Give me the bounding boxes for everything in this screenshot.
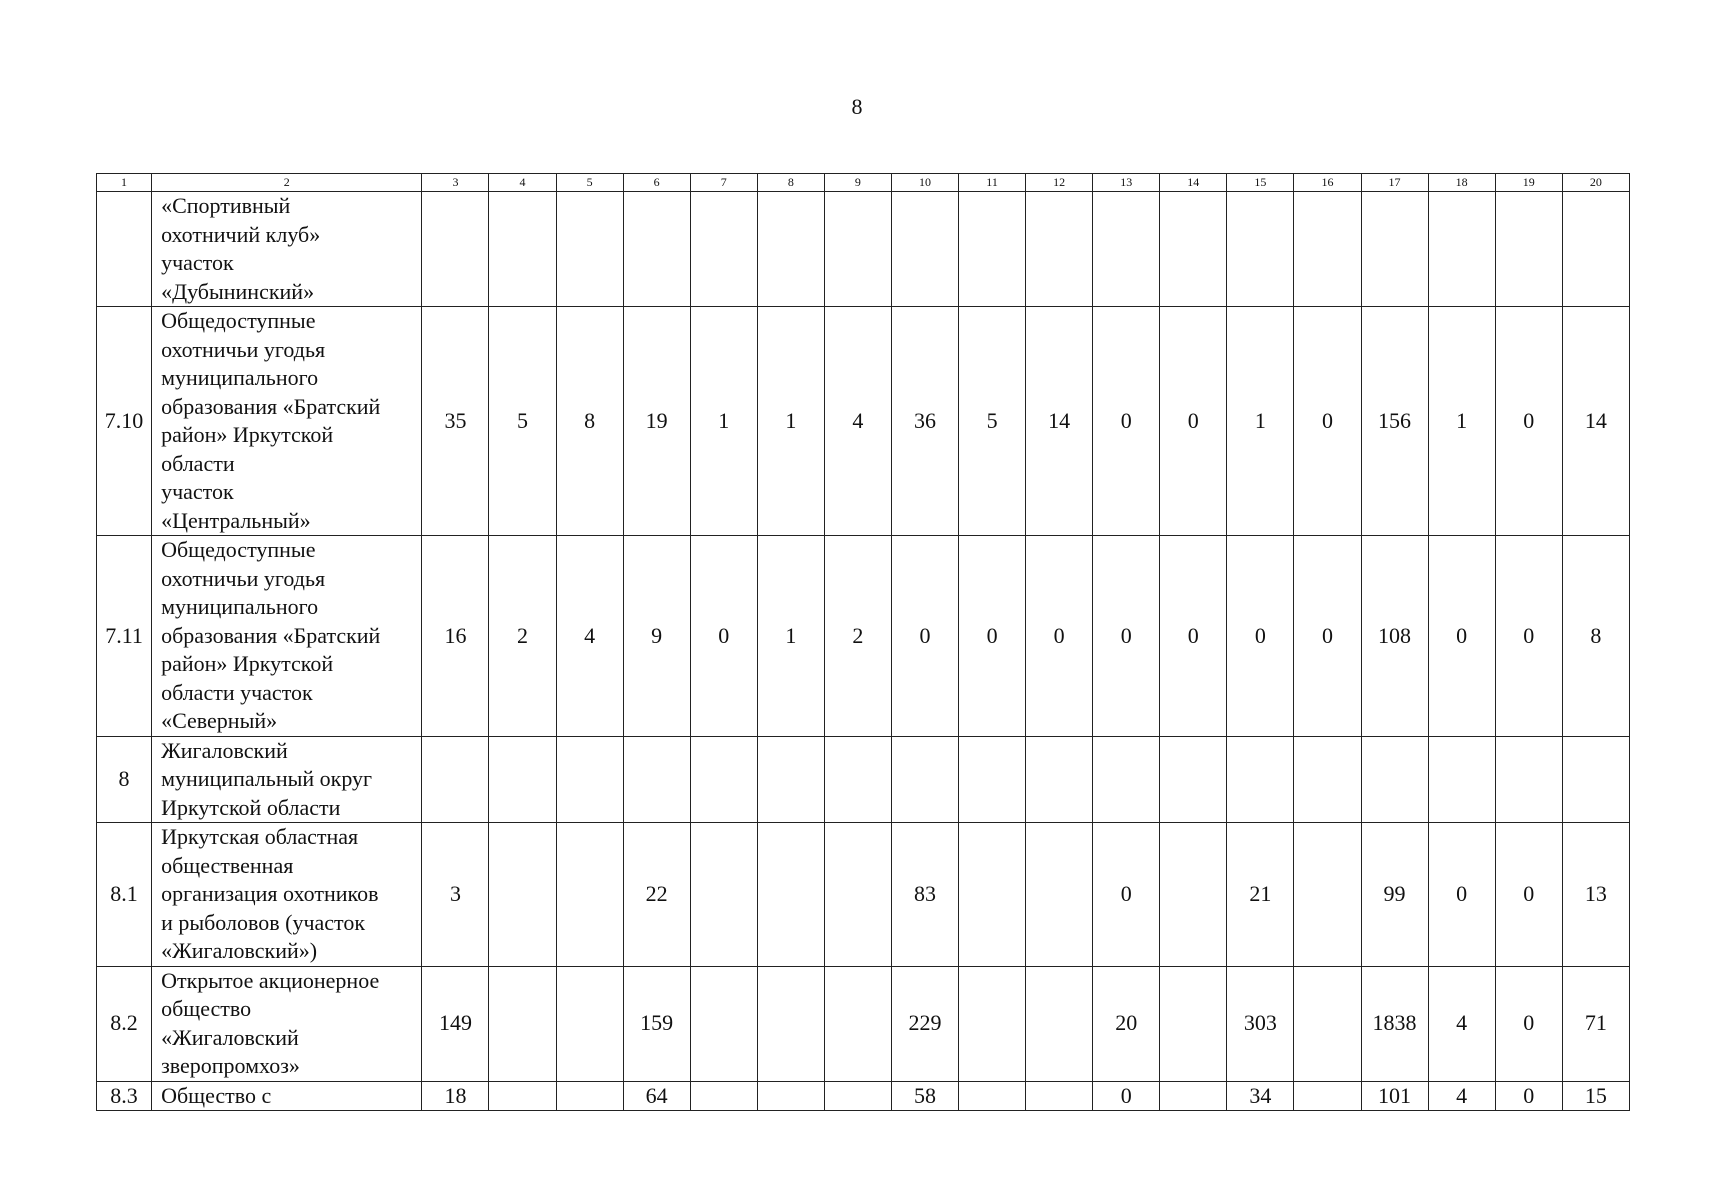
row-name-cell [152, 1081, 422, 1110]
value-cell [824, 1081, 891, 1110]
row-name-line: участок [161, 250, 234, 275]
value-cell [757, 736, 824, 823]
value-cell [757, 192, 824, 307]
column-number-cell: 7 [690, 174, 757, 192]
value-cell [959, 966, 1026, 1081]
column-number-cell: 11 [959, 174, 1026, 192]
row-name-line: Открытое акционерное [161, 967, 380, 993]
row-name-line: Иркутской области [161, 794, 341, 820]
value-cell: 5 [959, 307, 1026, 536]
row-name-line: участок [161, 479, 234, 504]
value-cell: 36 [891, 307, 958, 536]
value-cell: 71 [1562, 966, 1629, 1081]
value-cell: 15 [1562, 1081, 1629, 1110]
row-name-line: организация охотников [161, 881, 379, 906]
value-cell: 0 [1227, 536, 1294, 737]
value-cell [1026, 1081, 1093, 1110]
value-cell: 0 [1495, 966, 1562, 1081]
row-name-line: район» Иркутской [161, 651, 334, 676]
value-cell [891, 192, 958, 307]
column-number-row [97, 174, 1630, 192]
row-name-line: «Жигаловский») [161, 938, 318, 963]
table-row [97, 536, 1630, 737]
value-cell: 0 [1093, 1081, 1160, 1110]
value-cell: 0 [1026, 536, 1093, 737]
value-cell: 0 [1093, 536, 1160, 737]
column-number-cell: 14 [1160, 174, 1227, 192]
value-cell: 21 [1227, 823, 1294, 967]
row-name-line: Общество с [161, 1082, 272, 1108]
table-row [97, 307, 1630, 536]
value-cell [690, 192, 757, 307]
column-number-cell: 20 [1562, 174, 1629, 192]
value-cell: 0 [1294, 307, 1361, 536]
value-cell: 3 [422, 823, 489, 967]
value-cell [1562, 736, 1629, 823]
value-cell [1294, 1081, 1361, 1110]
row-id-cell [97, 192, 152, 307]
value-cell: 1 [757, 307, 824, 536]
row-id-cell: 8.2 [97, 966, 152, 1081]
value-cell [556, 966, 623, 1081]
column-number-cell: 9 [824, 174, 891, 192]
row-name-line: образования «Братский [161, 622, 381, 648]
row-name-line: Иркутская областная [161, 824, 359, 849]
row-name-line: «Жигаловский [161, 1024, 299, 1050]
column-number-cell: 16 [1294, 174, 1361, 192]
table-row [97, 1081, 1630, 1110]
value-cell [1026, 966, 1093, 1081]
value-cell: 108 [1361, 536, 1428, 737]
value-cell [1093, 736, 1160, 823]
value-cell [959, 823, 1026, 967]
value-cell [757, 1081, 824, 1110]
value-cell: 0 [1428, 823, 1495, 967]
column-number-cell: 13 [1093, 174, 1160, 192]
value-cell: 0 [1428, 536, 1495, 737]
value-cell: 18 [422, 1081, 489, 1110]
row-name-line: муниципальный округ [161, 766, 373, 791]
row-name-line: Общедоступные [161, 308, 316, 333]
value-cell: 64 [623, 1081, 690, 1110]
value-cell: 156 [1361, 307, 1428, 536]
value-cell: 8 [556, 307, 623, 536]
value-cell: 1 [690, 307, 757, 536]
row-id-cell: 7.11 [97, 536, 152, 737]
value-cell: 8 [1562, 536, 1629, 737]
value-cell: 0 [1294, 536, 1361, 737]
value-cell: 2 [489, 536, 556, 737]
value-cell [690, 966, 757, 1081]
column-number-cell: 1 [97, 174, 152, 192]
value-cell [1026, 736, 1093, 823]
column-number-cell: 12 [1026, 174, 1093, 192]
value-cell [1294, 966, 1361, 1081]
value-cell [556, 823, 623, 967]
value-cell: 1838 [1361, 966, 1428, 1081]
value-cell [1361, 192, 1428, 307]
value-cell: 1 [1227, 307, 1294, 536]
value-cell [1294, 192, 1361, 307]
value-cell [489, 736, 556, 823]
row-name-line: Жигаловский [161, 737, 288, 763]
value-cell: 0 [1160, 536, 1227, 737]
value-cell [690, 823, 757, 967]
value-cell [556, 736, 623, 823]
table-row [97, 736, 1630, 823]
value-cell [1160, 736, 1227, 823]
value-cell: 4 [824, 307, 891, 536]
value-cell [1227, 736, 1294, 823]
row-name-line: охотничьи угодья [161, 336, 326, 362]
value-cell: 99 [1361, 823, 1428, 967]
value-cell [1428, 736, 1495, 823]
value-cell [422, 192, 489, 307]
value-cell: 58 [891, 1081, 958, 1110]
value-cell [1361, 736, 1428, 823]
data-table [96, 173, 1630, 1111]
row-name-line: области [161, 450, 235, 476]
table-row [97, 823, 1630, 967]
value-cell: 22 [623, 823, 690, 967]
value-cell: 83 [891, 823, 958, 967]
value-cell: 9 [623, 536, 690, 737]
value-cell [824, 192, 891, 307]
table-row [97, 966, 1630, 1081]
row-name-line: район» Иркутской [161, 422, 334, 447]
value-cell: 16 [422, 536, 489, 737]
row-id-cell: 8.3 [97, 1081, 152, 1110]
value-cell: 35 [422, 307, 489, 536]
value-cell: 149 [422, 966, 489, 1081]
row-name-line: муниципального [161, 365, 319, 390]
page-number: 8 [851, 94, 863, 119]
value-cell [1026, 192, 1093, 307]
row-name-line: общество [161, 996, 252, 1021]
value-cell: 2 [824, 536, 891, 737]
value-cell: 159 [623, 966, 690, 1081]
value-cell [1093, 192, 1160, 307]
column-number-cell: 8 [757, 174, 824, 192]
row-name-line: «Дубынинский» [161, 278, 315, 304]
value-cell [757, 966, 824, 1081]
column-number-cell: 6 [623, 174, 690, 192]
value-cell [1160, 823, 1227, 967]
row-name-cell [152, 536, 422, 737]
value-cell [623, 192, 690, 307]
value-cell [959, 192, 1026, 307]
value-cell [824, 823, 891, 967]
value-cell: 0 [959, 536, 1026, 737]
value-cell [959, 736, 1026, 823]
value-cell [959, 1081, 1026, 1110]
row-name-line: общественная [161, 852, 294, 878]
row-name-line: образования «Братский [161, 393, 381, 419]
row-name-line: области участок [161, 679, 313, 705]
value-cell: 5 [489, 307, 556, 536]
value-cell [1294, 823, 1361, 967]
row-name-line: охотничий клуб» [161, 221, 321, 247]
row-name-line: «Северный» [161, 708, 278, 733]
row-id-cell: 8.1 [97, 823, 152, 967]
column-number-cell: 2 [152, 174, 422, 192]
value-cell [489, 1081, 556, 1110]
value-cell: 101 [1361, 1081, 1428, 1110]
value-cell [824, 966, 891, 1081]
value-cell [489, 192, 556, 307]
row-name-cell [152, 307, 422, 536]
row-name-line: «Спортивный [161, 193, 291, 218]
row-name-cell [152, 823, 422, 967]
column-number-cell: 19 [1495, 174, 1562, 192]
value-cell: 0 [1495, 1081, 1562, 1110]
value-cell: 4 [556, 536, 623, 737]
value-cell: 14 [1562, 307, 1629, 536]
value-cell [1026, 823, 1093, 967]
value-cell: 0 [1160, 307, 1227, 536]
value-cell: 0 [1495, 823, 1562, 967]
row-id-cell: 7.10 [97, 307, 152, 536]
value-cell [623, 736, 690, 823]
row-name-cell [152, 192, 422, 307]
value-cell [489, 823, 556, 967]
value-cell: 0 [1495, 536, 1562, 737]
value-cell [690, 1081, 757, 1110]
column-number-cell: 15 [1227, 174, 1294, 192]
value-cell [1562, 192, 1629, 307]
column-number-cell: 18 [1428, 174, 1495, 192]
value-cell: 0 [1495, 307, 1562, 536]
value-cell: 1 [757, 536, 824, 737]
value-cell [690, 736, 757, 823]
value-cell [1495, 192, 1562, 307]
value-cell: 1 [1428, 307, 1495, 536]
row-name-cell [152, 736, 422, 823]
value-cell [891, 736, 958, 823]
value-cell: 0 [1093, 307, 1160, 536]
column-number-cell: 17 [1361, 174, 1428, 192]
value-cell: 0 [891, 536, 958, 737]
row-name-line: и рыболовов (участок [161, 909, 366, 935]
column-number-cell: 4 [489, 174, 556, 192]
row-name-line: Общедоступные [161, 537, 316, 562]
value-cell [1160, 1081, 1227, 1110]
row-id-cell: 8 [97, 736, 152, 823]
column-number-cell: 10 [891, 174, 958, 192]
value-cell: 4 [1428, 1081, 1495, 1110]
value-cell [1227, 192, 1294, 307]
value-cell [1294, 736, 1361, 823]
value-cell [1160, 192, 1227, 307]
value-cell: 4 [1428, 966, 1495, 1081]
value-cell [824, 736, 891, 823]
value-cell [489, 966, 556, 1081]
table-row [97, 192, 1630, 307]
row-name-cell [152, 966, 422, 1081]
value-cell [1495, 736, 1562, 823]
value-cell [1428, 192, 1495, 307]
value-cell [1160, 966, 1227, 1081]
value-cell: 229 [891, 966, 958, 1081]
value-cell: 20 [1093, 966, 1160, 1081]
value-cell: 13 [1562, 823, 1629, 967]
value-cell: 34 [1227, 1081, 1294, 1110]
value-cell: 19 [623, 307, 690, 536]
column-number-cell: 3 [422, 174, 489, 192]
value-cell: 303 [1227, 966, 1294, 1081]
column-number-cell: 5 [556, 174, 623, 192]
value-cell: 0 [690, 536, 757, 737]
value-cell [422, 736, 489, 823]
value-cell [556, 192, 623, 307]
row-name-line: зверопромхоз» [161, 1053, 300, 1078]
value-cell [757, 823, 824, 967]
value-cell [556, 1081, 623, 1110]
row-name-line: «Центральный» [161, 507, 311, 533]
value-cell: 0 [1093, 823, 1160, 967]
row-name-line: муниципального [161, 594, 319, 619]
row-name-line: охотничьи угодья [161, 565, 326, 591]
value-cell: 14 [1026, 307, 1093, 536]
